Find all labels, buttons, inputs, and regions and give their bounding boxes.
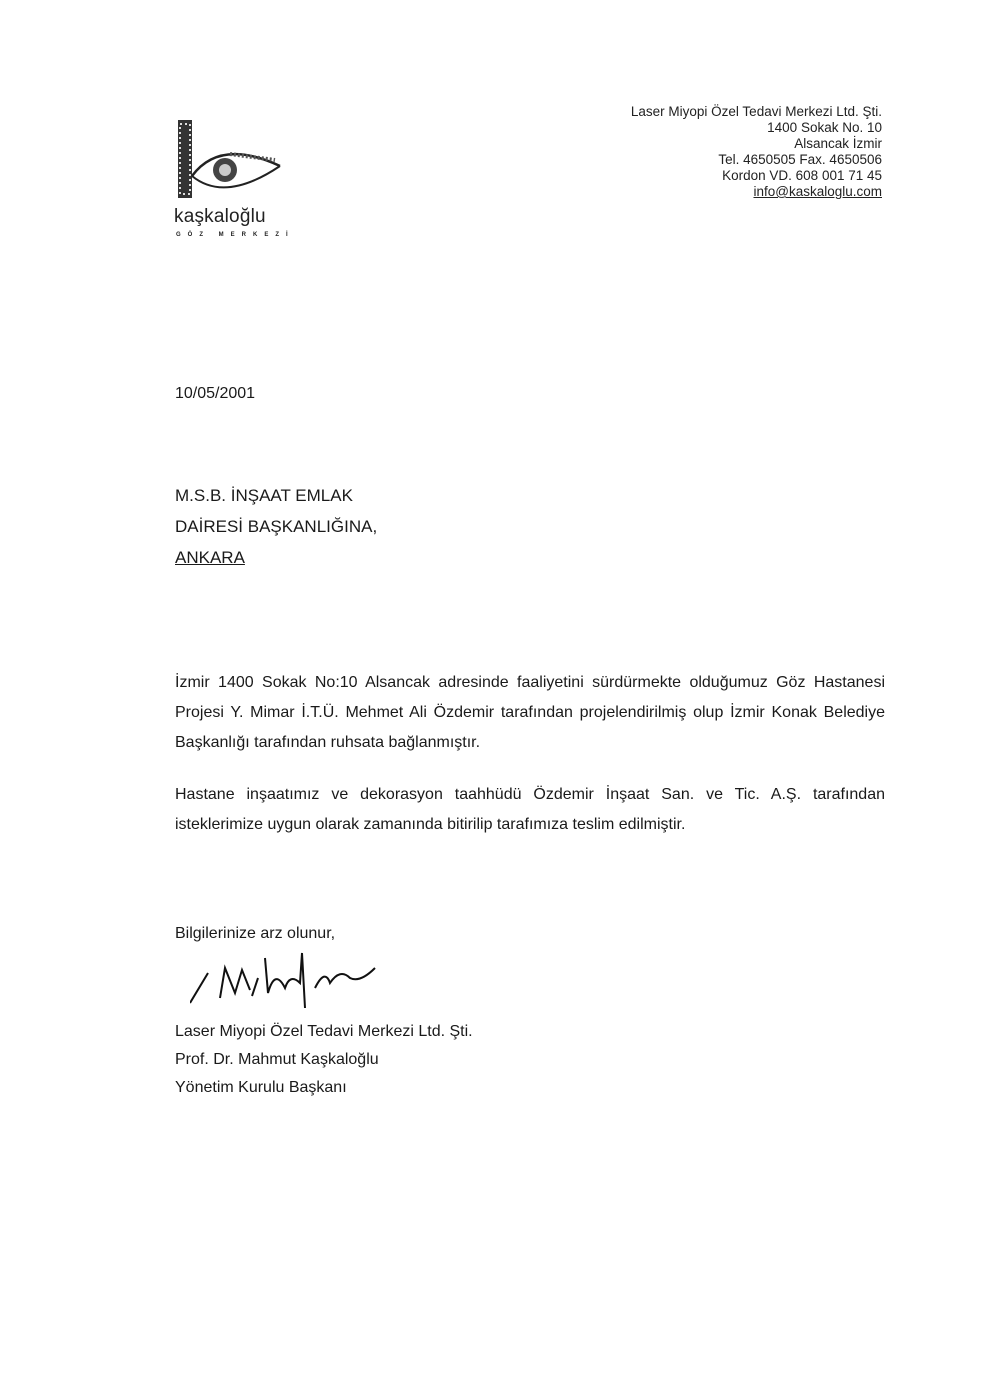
recipient-line-1: M.S.B. İNŞAAT EMLAK (175, 486, 353, 505)
district-city: Alsancak İzmir (794, 136, 882, 151)
company-name: Laser Miyopi Özel Tedavi Merkezi Ltd. Şti. (630, 104, 882, 119)
recipient-block (175, 480, 377, 573)
letterhead-address (631, 104, 882, 200)
recipient-line-2: DAİRESİ BAŞKANLIĞINA, (175, 517, 378, 536)
street-address: 1400 Sokak No. 10 (767, 120, 882, 135)
logo-subtitle: GÖZ MERKEZİ (176, 232, 295, 238)
handwritten-signature-icon (190, 948, 450, 1028)
body-paragraph: İzmir 1400 Sokak No:10 Alsancak adresinde faaliyetini sürdürmekte olduğumuz Göz Hastanesi Projesi Y. Mimar İ.T.Ü. Mehmet Ali Özdemir tarafından projelendirilmiş olup İzmir Konak Belediye Başkanlığı tarafından ruhsata bağlanmıştır. (175, 674, 885, 751)
signatory-title: Yönetim Kurulu Başkanı (175, 1079, 347, 1096)
logo-name: kaşkaloğlu (174, 206, 266, 227)
body-paragraph: Hastane inşaatımız ve dekorasyon taahhüdü Özdemir İnşaat San. ve Tic. A.Ş. tarafından isteklerimize uygun olarak zamanında bitirilip tarafımıza teslim edilmiştir. (175, 786, 885, 833)
letter-date: 10/05/2001 (175, 385, 256, 402)
signatory-company: Laser Miyopi Özel Tedavi Merkezi Ltd. Şti. (175, 1023, 473, 1040)
recipient-city: ANKARA (175, 548, 245, 567)
phone-fax: Tel. 4650505 Fax. 4650506 (718, 152, 882, 167)
tax-office: Kordon VD. 608 001 71 45 (722, 168, 882, 183)
eye-k-logo-icon (170, 118, 290, 248)
signature-block (175, 1018, 473, 1102)
signatory-name: Prof. Dr. Mahmut Kaşkaloğlu (175, 1051, 379, 1068)
closing-phrase: Bilgilerinize arz olunur, (175, 925, 336, 942)
letter-body (175, 668, 885, 862)
email-link[interactable]: info@kaskaloglu.com (753, 184, 882, 199)
